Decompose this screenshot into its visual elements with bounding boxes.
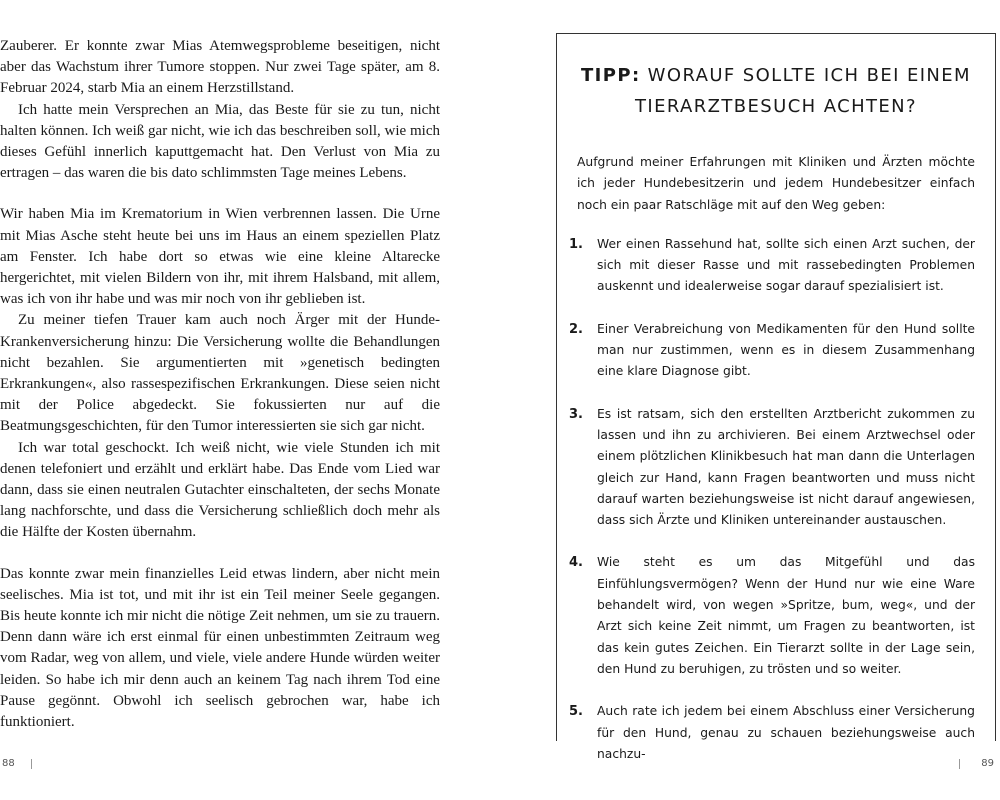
tip-number: 1. [569, 236, 583, 252]
page-number-right [981, 758, 994, 769]
tip-list [569, 234, 975, 765]
paragraph-6: Das konnte zwar mein finanzielles Leid etwas lindern, aber nicht mein seelisches. Mia ist tot, und mit ihr ist ein Teil meiner Seele gegangen. Bis heute konnte ich mir nicht die nötige Zeit nehmen, um sie zu trauern. Denn dann wäre ich erst einmal für einen unbestimmten Zeitraum weg vom Radar, weg von allem, und viele, viele andere Hunde würden weiter leiden. So habe ich mir denn auch an keinem Tag nach ihrem Tod eine Pause gegönnt. Obwohl ich seelisch gebrochen war, habe ich funktioniert. [0, 565, 440, 731]
tip-text: Wer einen Rassehund hat, sollte sich einen Arzt suchen, der sich mit dieser Rasse und mit rassebedingten Problemen auskennt und idealerweise sogar darauf spezialisiert ist. [597, 236, 975, 294]
tip-text: Auch rate ich jedem bei einem Abschluss einer Versicherung für den Hund, genau zu schauen beziehungsweise auch nachzu- [597, 704, 975, 761]
tip-prefix: TIPP: [581, 65, 641, 86]
tip-item-2 [569, 319, 975, 383]
folio-divider-left [31, 759, 32, 769]
page-number-left-text: 88 [2, 758, 15, 769]
tip-text: Es ist ratsam, sich den erstellten Arztbericht zukommen zu lassen und ihn zu archivieren. Bei einem Arztwechsel oder einem plötzlichen Klinikbesuch hat man dann die Unterlagen gleich zur Hand, kann Fragen beantworten und muss nicht darauf warten beziehungsweise ist nicht darauf angewiesen, dass sich Ärzte und Kliniken untereinander austauschen. [597, 406, 975, 528]
tip-number: 3. [569, 406, 583, 422]
paragraph-5: Ich war total geschockt. Ich weiß nicht, wie viele Stunden ich mit denen telefoniert und erzählt und erklärt habe. Das Ende vom Lied war dann, dass sie einen neutralen Gutachter einschalteten, der sechs Monate lang nachforschte, und dass die Versicherung schließlich doch mehr als die Hälfte der Kosten übernahm. [0, 439, 440, 541]
folio-divider-right [959, 759, 960, 769]
tip-box [556, 33, 996, 761]
paragraph-3: Wir haben Mia im Krematorium in Wien verbrennen lassen. Die Urne mit Mias Asche steht heute bei uns im Haus an einem speziellen Platz am Fenster. Ich habe dort so etwas wie eine kleine Altarecke hergerichtet, mit vielen Bildern von ihr, mit ihrem Halsband, mit allem, was ich von ihr habe und was mir noch von ihr geblieben ist. [0, 206, 440, 308]
tip-item-3 [569, 404, 975, 532]
tip-heading [577, 60, 975, 122]
paragraph-1: Zauberer. Er konnte zwar Mias Atemwegsprobleme beseitigen, nicht aber das Wachstum ihrer Tumore stoppen. Nur zwei Tage später, am 8. Februar 2024, starb Mia an einem Herzstillstand. [0, 38, 440, 97]
tip-title-text: WORAUF SOLLTE ICH BEI EINEM TIERARZTBESUCH ACHTEN? [634, 65, 971, 117]
right-page [500, 0, 1000, 800]
page-number-left [2, 758, 15, 769]
tip-item-1 [569, 234, 975, 298]
tip-item-4 [569, 552, 975, 680]
tip-number: 4. [569, 555, 583, 571]
paragraph-4: Zu meiner tiefen Trauer kam auch noch Ärger mit der Hunde-Krankenversicherung hinzu: Die Versicherung wollte die Behandlungen nicht bezahlen. Sie argumentierten mit »genetisch bedingten Erkrankungen«, also rassespezifischen Erkrankungen. Diese seien nicht mit der Police abgedeckt. Sie fokussierten nur auf die Beatmungsgeschichten, für den Tumor interessierten sie sich gar nicht. [0, 312, 440, 435]
tip-text: Wie steht es um das Mitgefühl und das Einfühlungsvermögen? Wenn der Hund nur wie eine Ware behandelt wird, von wegen »Spritze, bum, weg«, und der Arzt sich keine Zeit nimmt, um Fragen zu beantworten, ist das kein gutes Zeichen. Ein Tierarzt sollte in der Lage sein, den Hund zu beruhigen, zu trösten und so weiter. [597, 555, 975, 676]
tip-item-5 [569, 701, 975, 765]
page-number-right-text: 89 [981, 758, 994, 769]
left-body-text [0, 36, 440, 733]
tip-text: Einer Verabreichung von Medikamenten für den Hund sollte man nur zustimmen, wenn es in diesem Zusammenhang eine klare Diagnose gibt. [597, 321, 975, 379]
tip-number: 2. [569, 321, 583, 337]
tip-number: 5. [569, 704, 583, 720]
paragraph-2: Ich hatte mein Versprechen an Mia, das Beste für sie zu tun, nicht halten können. Ich weiß gar nicht, wie ich das beschreiben soll, wie mich dieses Gefühl innerlich kaputtgemacht hat. Den Verlust von Mia zu ertragen – das waren die bis dato schlimmsten Tage meines Lebens. [0, 101, 440, 182]
tip-intro: Aufgrund meiner Erfahrungen mit Kliniken und Ärzten möchte ich jeder Hundebesitzerin und jedem Hundebesitzer einfach noch ein paar Ratschläge mit auf den Weg geben: [577, 155, 975, 212]
